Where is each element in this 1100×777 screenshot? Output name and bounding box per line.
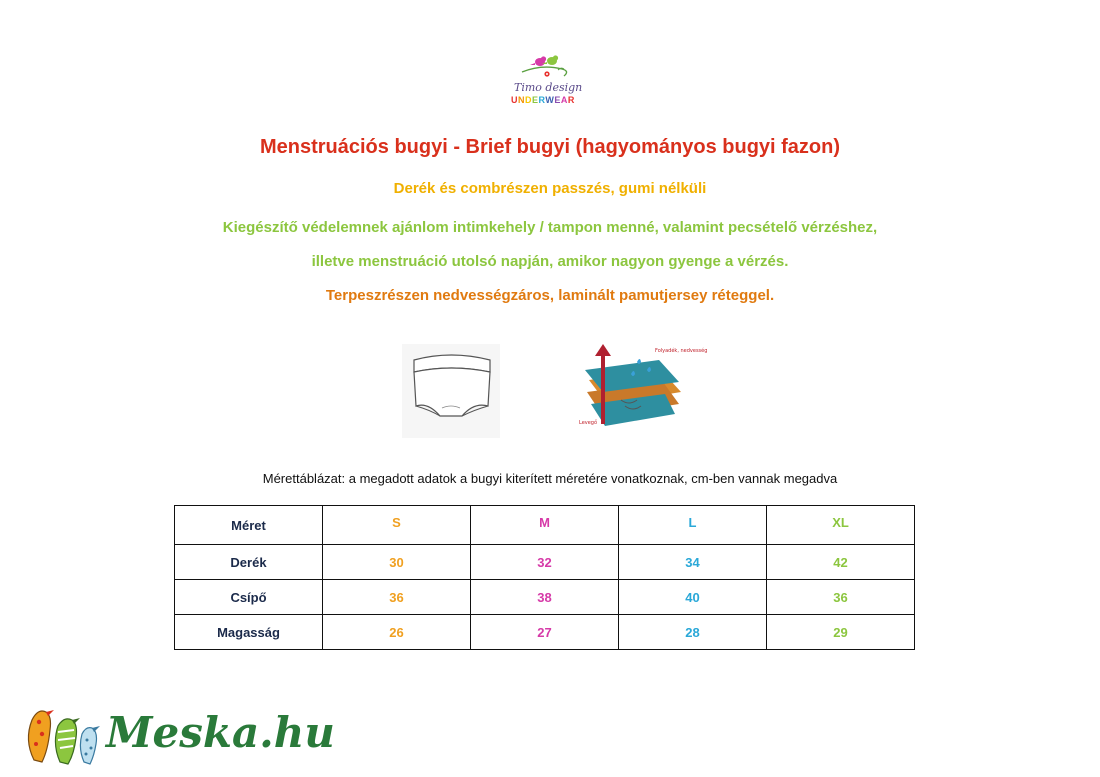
page-title: Menstruációs bugyi - Brief bugyi (hagyományos bugyi fazon) [259, 136, 841, 158]
fabric-layers-icon [575, 340, 708, 440]
liquid-label: Folyadék, nedvesség [655, 348, 708, 354]
table-row [175, 545, 915, 580]
table-cell: 26 [323, 615, 471, 650]
table-row [175, 615, 915, 650]
note-line-3: Terpeszrészen nedvességzáros, laminált pamutjersey réteggel. [325, 287, 775, 304]
brief-illustration [402, 344, 500, 438]
table-cell: 29 [767, 615, 915, 650]
table-header-row [175, 506, 915, 545]
table-cell: 40 [619, 580, 767, 615]
size-header-l: L [619, 506, 767, 545]
table-cell: 42 [767, 545, 915, 580]
table-cell: 36 [323, 580, 471, 615]
size-header-xl: XL [767, 506, 915, 545]
timo-design-logo [500, 48, 590, 110]
size-header-s: S [323, 506, 471, 545]
meska-birds-icon [20, 700, 106, 770]
brief-underwear-icon [402, 344, 500, 438]
fabric-layers-illustration [575, 340, 708, 440]
row-label: Csípő [175, 580, 323, 615]
corner-label: Méret [175, 506, 323, 545]
meska-logo [20, 700, 335, 770]
table-cell: 34 [619, 545, 767, 580]
air-label: Levegő [579, 420, 598, 426]
size-table-caption: Mérettáblázat: a megadott adatok a bugyi kiterített méretére vonatkoznak, cm-ben vannak megadva [262, 471, 838, 486]
table-cell: 36 [767, 580, 915, 615]
logo-text-underwear: UNDERWEAR [511, 95, 575, 105]
meska-brand-text: Meska.hu [106, 708, 335, 757]
note-line-2: illetve menstruáció utolsó napján, amikor nagyon gyenge a vérzés. [311, 253, 789, 270]
row-label: Magasság [175, 615, 323, 650]
table-cell: 28 [619, 615, 767, 650]
logo-text-timo-design: Timo design [514, 81, 583, 94]
row-label: Derék [175, 545, 323, 580]
table-cell: 32 [471, 545, 619, 580]
table-cell: 30 [323, 545, 471, 580]
table-cell: 27 [471, 615, 619, 650]
birds-on-branch-icon [500, 48, 590, 84]
size-table [174, 505, 915, 650]
note-line-1: Kiegészítő védelemnek ajánlom intimkehely / tampon menné, valamint pecsételő vérzéshez, [222, 219, 878, 236]
size-header-m: M [471, 506, 619, 545]
table-row [175, 580, 915, 615]
table-cell: 38 [471, 580, 619, 615]
subtitle: Derék és combrészen passzés, gumi nélküli [393, 180, 707, 197]
